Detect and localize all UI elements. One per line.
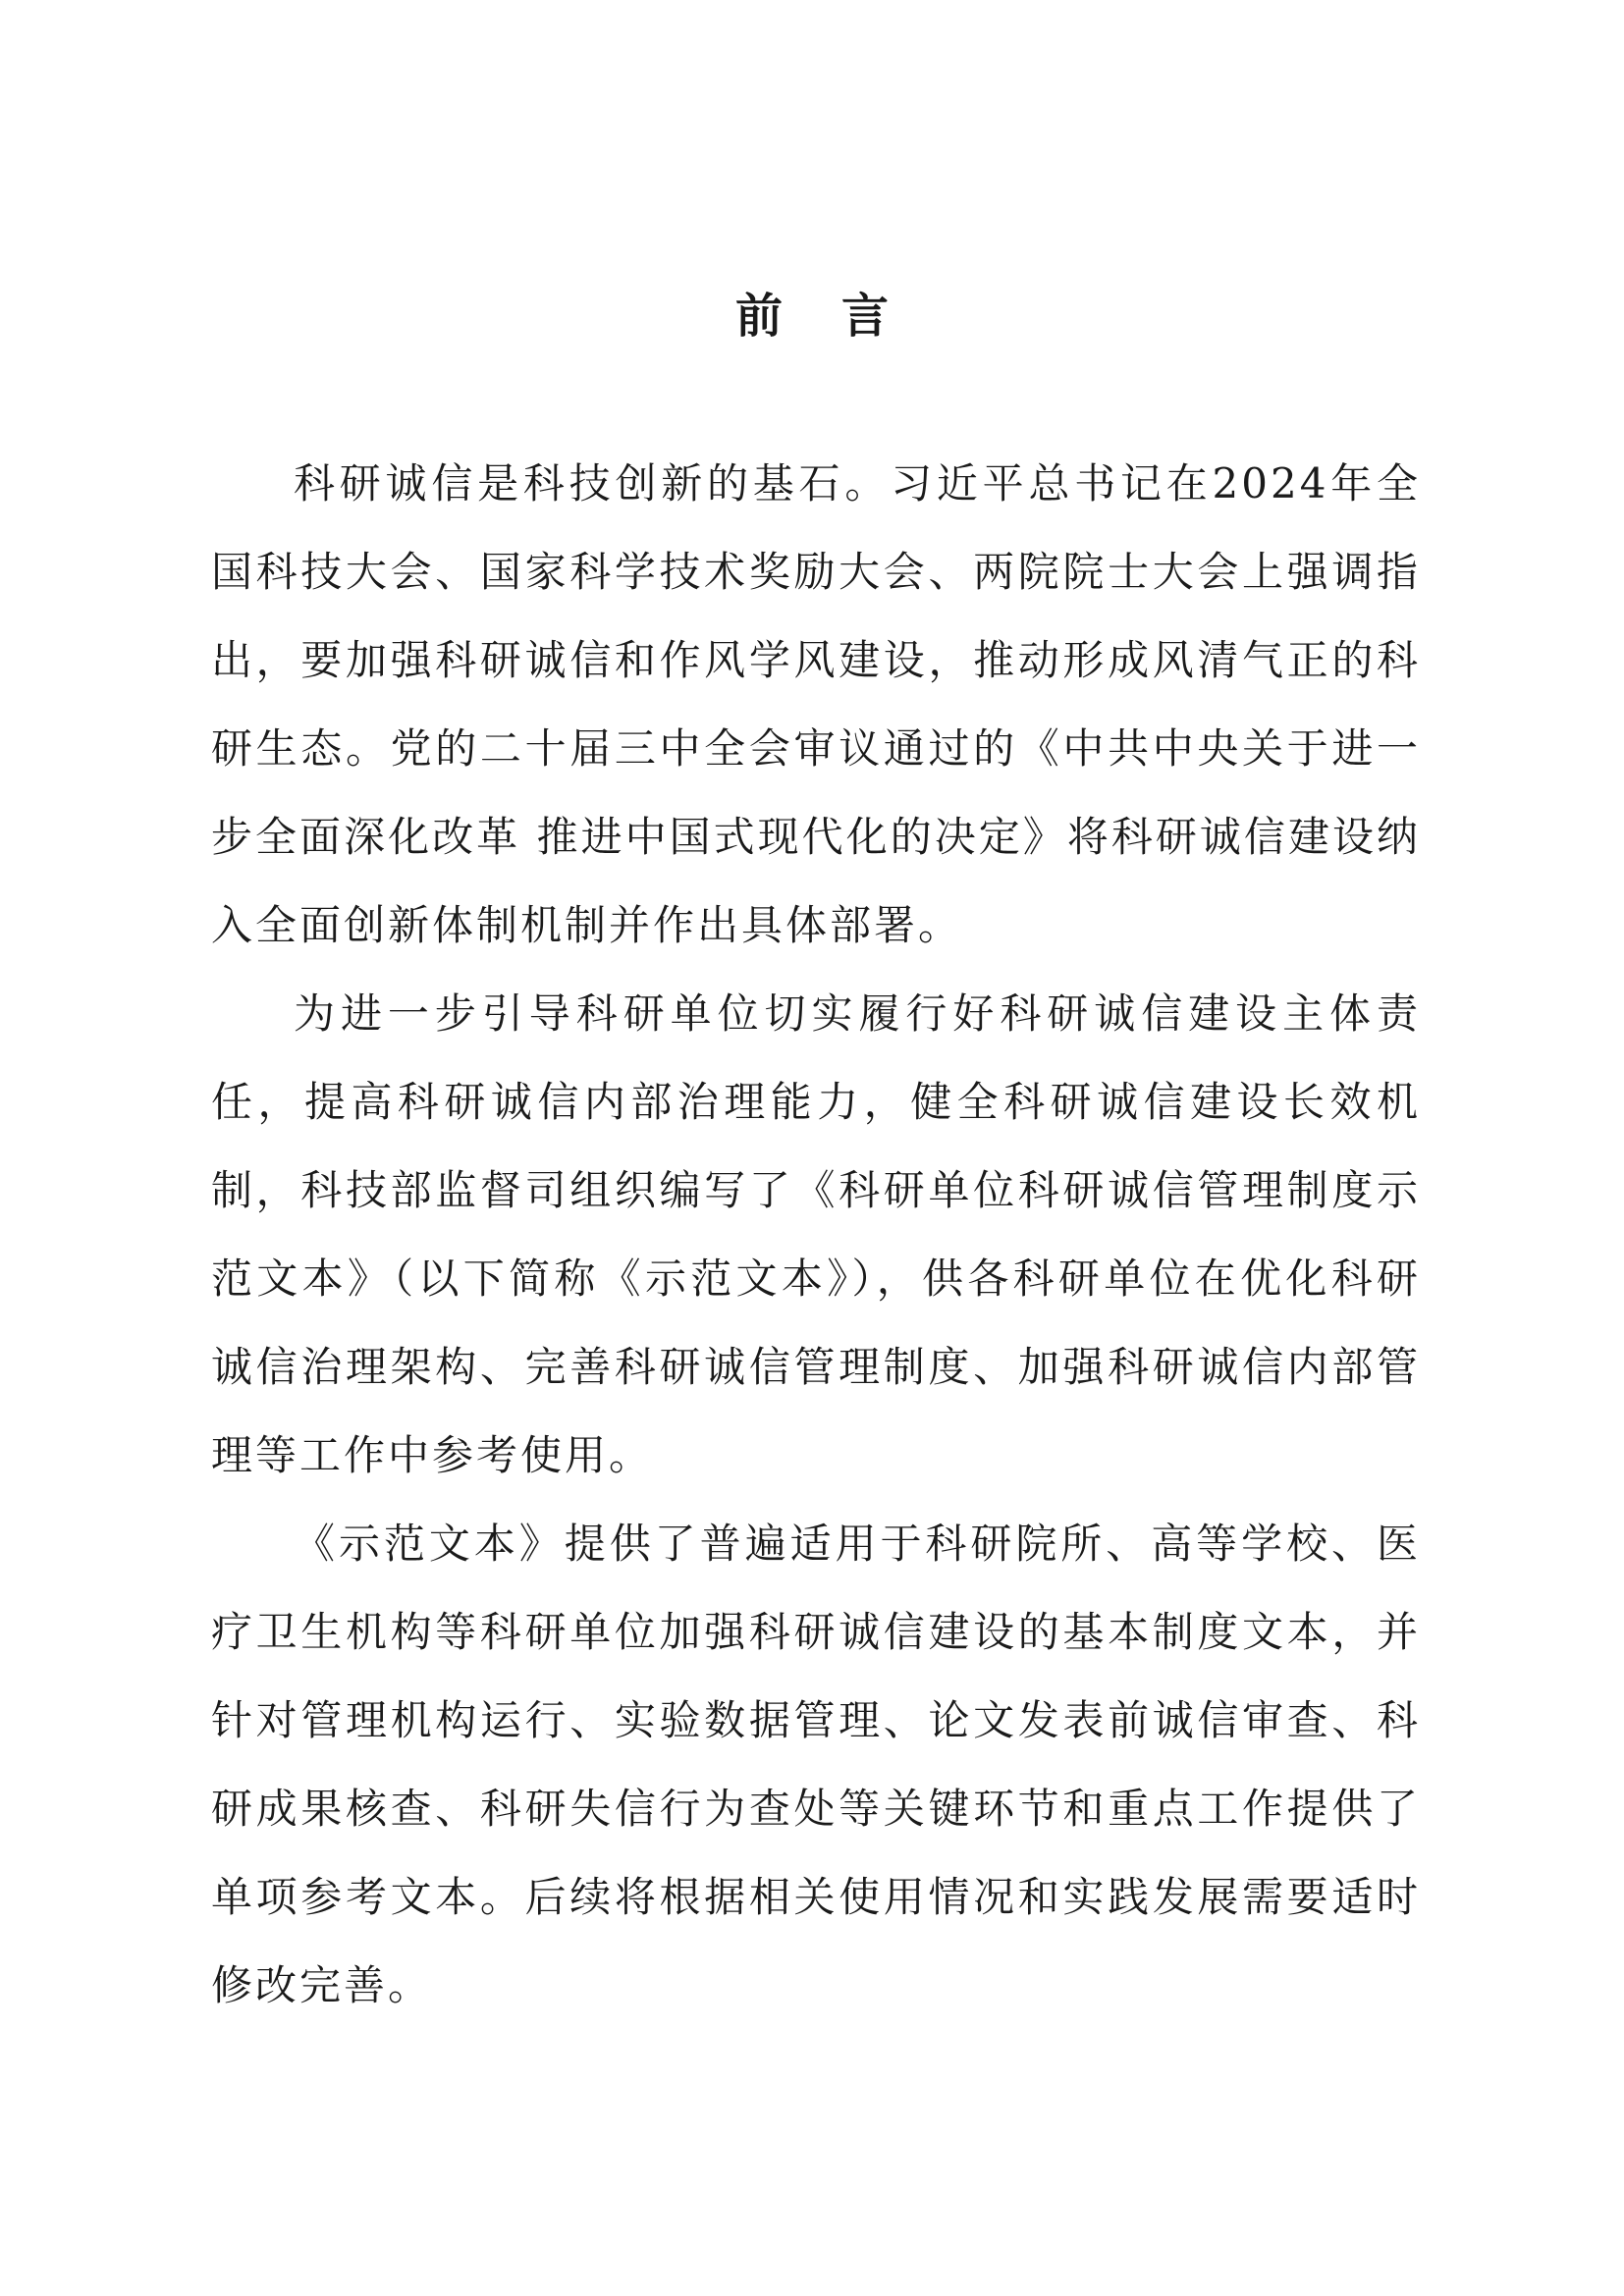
document-body bbox=[211, 440, 1421, 2030]
paragraph-3: 《示范文本》提供了普遍适用于科研院所、高等学校、医疗卫生机构等科研单位加强科研诚信建设的基本制度文本，并针对管理机构运行、实验数据管理、论文发表前诚信审查、科研成果核查、科研失信行为查处等关键环节和重点工作提供了单项参考文本。后续将根据相关使用情况和实践发展需要适时修改完善。 bbox=[211, 1520, 1421, 2009]
page-title bbox=[0, 287, 1624, 346]
paragraph-1: 科研诚信是科技创新的基石。习近平总书记在2024年全国科技大会、国家科学技术奖励大会、两院院士大会上强调指出，要加强科研诚信和作风学风建设，推动形成风清气正的科研生态。党的二十届三中全会审议通过的《中共中央关于进一步全面深化改革 推进中国式现代化的决定》将科研诚信建设纳入全面创新体制机制并作出具体部署。 bbox=[211, 459, 1421, 949]
title-char-2: 言 bbox=[841, 289, 890, 344]
paragraph-2: 为进一步引导科研单位切实履行好科研诚信建设主体责任，提高科研诚信内部治理能力，健全科研诚信建设长效机制，科技部监督司组织编写了《科研单位科研诚信管理制度示范文本》（以下简称《示范文本》），供各科研单位在优化科研诚信治理架构、完善科研诚信管理制度、加强科研诚信内部管理等工作中参考使用。 bbox=[211, 989, 1421, 1479]
title-char-1: 前 bbox=[734, 289, 783, 344]
